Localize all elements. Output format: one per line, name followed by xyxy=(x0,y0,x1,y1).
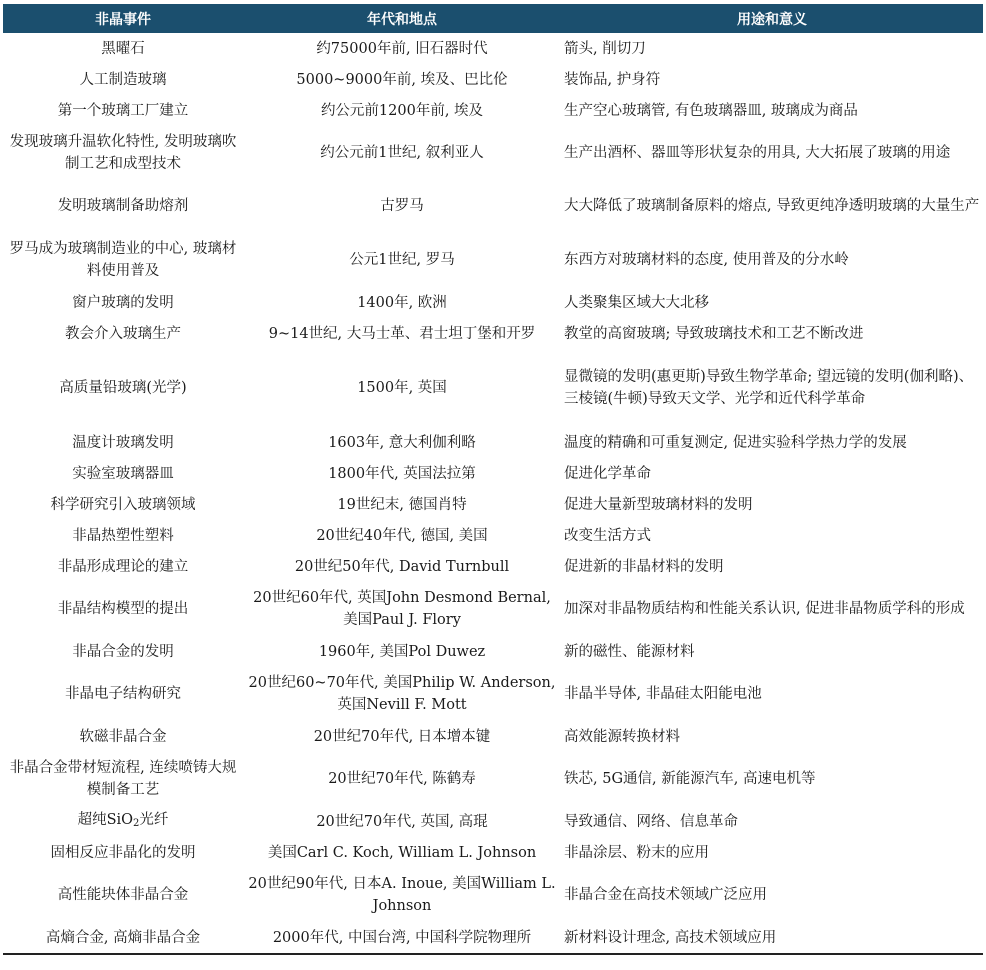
time-place-cell: 约公元前1世纪, 叙利亚人 xyxy=(320,144,484,161)
event-cell: 实验室玻璃器皿 xyxy=(72,465,174,482)
event-cell: 人工制造玻璃 xyxy=(79,71,167,88)
table-row xyxy=(3,837,983,868)
use-cell: 改变生活方式 xyxy=(564,527,651,544)
event-cell: 窗户玻璃的发明 xyxy=(72,294,174,311)
header-use-significance: 用途和意义 xyxy=(561,4,983,33)
table-row xyxy=(3,64,983,95)
use-cell: 新材料设计理念, 高技术领域应用 xyxy=(564,929,777,946)
event-cell: 超纯SiO$_2$光纤 xyxy=(77,811,169,829)
table-row xyxy=(3,667,983,721)
table-row xyxy=(3,287,983,318)
use-cell: 新的磁性、能源材料 xyxy=(564,643,695,660)
time-place-cell: 1500年, 英国 xyxy=(357,380,447,396)
table-row xyxy=(3,721,983,752)
time-place-cell: 美国Carl C. Koch, William L. Johnson xyxy=(267,844,537,861)
event-cell: 非晶结构模型的提出 xyxy=(57,601,189,617)
time-place-cell: 20世纪40年代, 德国, 美国 xyxy=(316,527,488,544)
event-cell: 软磁非晶合金 xyxy=(79,728,167,745)
event-cell: 第一个玻璃工厂建立 xyxy=(57,102,189,119)
event-cell: 发现玻璃升温软化特性, 发明玻璃吹制工艺和成型技术 xyxy=(9,133,237,172)
table-row xyxy=(3,922,983,953)
event-cell: 非晶热塑性塑料 xyxy=(72,527,174,544)
time-place-cell: 20世纪60~70年代, 美国Philip W. Anderson, 英国Nevill F. Mott xyxy=(248,675,556,713)
event-cell: 非晶合金的发明 xyxy=(72,643,174,660)
table-row xyxy=(3,582,983,636)
table-row xyxy=(3,520,983,551)
time-place-cell: 1800年代, 英国法拉第 xyxy=(328,465,476,482)
time-place-cell: 20世纪60年代, 英国John Desmond Bernal, 美国Paul J. Flory xyxy=(253,590,551,628)
event-cell: 罗马成为玻璃制造业的中心, 玻璃材料使用普及 xyxy=(9,241,237,279)
table-row xyxy=(3,95,983,126)
table-row xyxy=(3,33,983,64)
use-cell: 导致通信、网络、信息革命 xyxy=(564,813,738,830)
time-place-cell: 19世纪末, 德国肖特 xyxy=(337,496,467,513)
table-body xyxy=(3,33,983,953)
use-cell: 加深对非晶物质结构和性能关系认识, 促进非晶物质学科的形成 xyxy=(564,601,965,617)
time-place-cell: 2000年代, 中国台湾, 中国科学院物理所 xyxy=(272,929,532,946)
time-place-cell: 1603年, 意大利伽利略 xyxy=(328,434,476,451)
event-cell: 科学研究引入玻璃领域 xyxy=(50,496,196,513)
event-cell: 非晶形成理论的建立 xyxy=(57,558,189,575)
use-cell: 生产出酒杯、器皿等形状复杂的用具, 大大拓展了玻璃的用途 xyxy=(564,144,951,161)
time-place-cell: 20世纪70年代, 陈鹤寿 xyxy=(328,771,476,787)
use-cell: 温度的精确和可重复测定, 促进实验科学热力学的发展 xyxy=(564,434,907,451)
use-cell: 促进新的非晶材料的发明 xyxy=(564,558,724,575)
table-row xyxy=(3,806,983,837)
use-cell: 箭头, 削切刀 xyxy=(564,40,646,57)
amorphous-events-table xyxy=(3,4,983,953)
event-cell: 非晶合金带材短流程, 连续喷铸大规模制备工艺 xyxy=(9,760,237,798)
use-cell: 非晶半导体, 非晶硅太阳能电池 xyxy=(564,686,762,702)
table-row xyxy=(3,636,983,667)
time-place-cell: 20世纪70年代, 日本增本键 xyxy=(313,728,491,745)
table-row xyxy=(3,126,983,179)
time-place-cell: 约公元前1200年前, 埃及 xyxy=(320,102,484,119)
event-cell: 固相反应非晶化的发明 xyxy=(50,844,196,861)
event-cell: 非晶电子结构研究 xyxy=(65,686,181,702)
time-place-cell: 公元1世纪, 罗马 xyxy=(349,252,455,268)
table-row xyxy=(3,489,983,520)
table-bottom-rule xyxy=(3,953,983,955)
event-cell: 黑曜石 xyxy=(101,40,145,57)
time-place-cell: 9~14世纪, 大马士革、君士坦丁堡和开罗 xyxy=(268,325,536,342)
table-row xyxy=(3,349,983,427)
use-cell: 非晶涂层、粉末的应用 xyxy=(564,844,709,861)
event-cell: 高质量铅玻璃(光学) xyxy=(59,380,187,396)
time-place-cell: 20世纪90年代, 日本A. Inoue, 美国William L. Johnson xyxy=(248,876,556,914)
event-cell: 温度计玻璃发明 xyxy=(72,434,174,451)
header-time-place: 年代和地点 xyxy=(243,4,561,33)
time-place-cell: 20世纪50年代, David Turnbull xyxy=(294,558,510,575)
table-row xyxy=(3,868,983,922)
time-place-cell: 约75000年前, 旧石器时代 xyxy=(316,40,488,57)
event-cell: 高熵合金, 高熵非晶合金 xyxy=(45,929,201,946)
table-row xyxy=(3,318,983,349)
table-row xyxy=(3,233,983,287)
use-cell: 东西方对玻璃材料的态度, 使用普及的分水岭 xyxy=(564,252,849,268)
use-cell: 高效能源转换材料 xyxy=(564,728,680,745)
time-place-cell: 1400年, 欧洲 xyxy=(357,294,447,311)
use-cell: 促进化学革命 xyxy=(564,465,651,482)
event-cell: 高性能块体非晶合金 xyxy=(57,887,189,903)
table-row xyxy=(3,179,983,233)
use-cell: 铁芯, 5G通信, 新能源汽车, 高速电机等 xyxy=(564,771,816,787)
use-cell: 促进大量新型玻璃材料的发明 xyxy=(564,496,753,513)
header-row xyxy=(3,4,983,33)
table-row xyxy=(3,752,983,806)
header-event: 非晶事件 xyxy=(3,4,243,33)
use-cell: 大大降低了玻璃制备原料的熔点, 导致更纯净透明玻璃的大量生产 xyxy=(564,198,980,214)
use-cell: 非晶合金在高技术领域广泛应用 xyxy=(564,887,767,903)
table-row xyxy=(3,551,983,582)
table-row xyxy=(3,427,983,458)
time-place-cell: 古罗马 xyxy=(380,198,424,214)
use-cell: 装饰品, 护身符 xyxy=(564,71,661,88)
time-place-cell: 1960年, 美国Pol Duwez xyxy=(318,643,486,660)
time-place-cell: 20世纪70年代, 英国, 高琨 xyxy=(316,813,488,830)
use-cell: 显微镜的发明(惠更斯)导致生物学革命; 望远镜的发明(伽利略)、三棱镜(牛顿)导致天文学、光学和近代科学革命 xyxy=(564,369,974,407)
time-place-cell: 5000~9000年前, 埃及、巴比伦 xyxy=(296,71,508,88)
use-cell: 生产空心玻璃管, 有色玻璃器皿, 玻璃成为商品 xyxy=(564,102,858,119)
event-cell: 教会介入玻璃生产 xyxy=(65,325,181,342)
table-row xyxy=(3,458,983,489)
event-cell: 发明玻璃制备助熔剂 xyxy=(57,198,189,214)
use-cell: 人类聚集区域大大北移 xyxy=(564,294,709,311)
use-cell: 教堂的高窗玻璃; 导致玻璃技术和工艺不断改进 xyxy=(564,325,864,342)
